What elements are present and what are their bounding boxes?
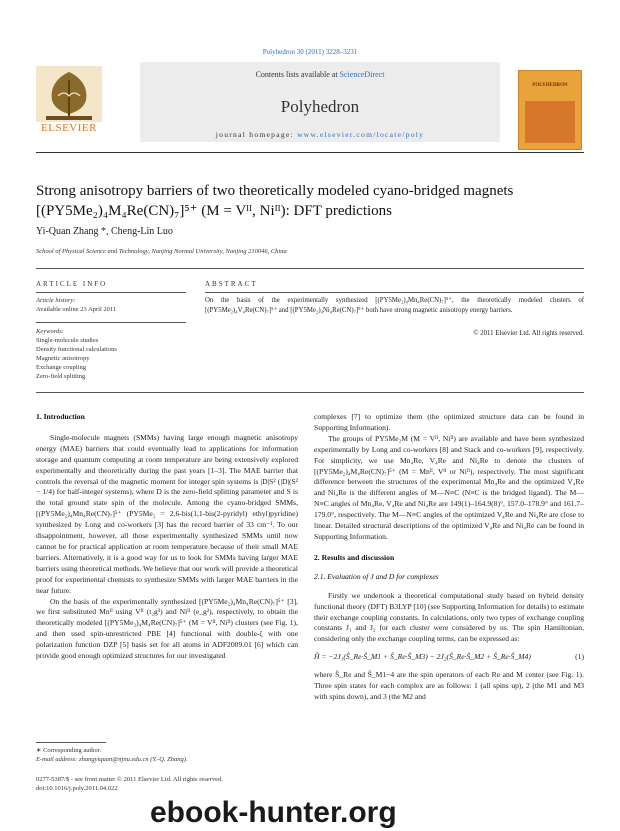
section-2-1-heading: 2.1. Evaluation of J and D for complexes xyxy=(314,571,439,581)
abstract-text: On the basis of the experimentally synthesized [(PY5Me₂)₄Mn₄Re(CN)₇]⁵⁺, the theoretically modeled clusters of [(PY5Me₂)₄V₄Re(CN)₇]⁵⁺ and [(PY5Me₂)₄Ni₄Re(CN)₇]⁵⁺ both have strong magnetic anisotropy energy barriers. xyxy=(205,297,584,314)
hamiltonian-equation: Ĥ = −2J₁(Ŝ_Re·Ŝ_M1 + Ŝ_Re·Ŝ_M3) − 2J₂(Ŝ_Re·Ŝ_M2 + Ŝ_Re·Ŝ_M4) xyxy=(314,652,531,662)
watermark: ebook-hunter.org xyxy=(150,796,397,829)
homepage-prefix: journal homepage: xyxy=(215,130,294,139)
footnote-rule xyxy=(36,742,106,743)
footnotes xyxy=(36,746,298,764)
equation-number: (1) xyxy=(575,652,584,662)
keyword: Density functional calculations xyxy=(36,346,117,353)
keyword: Zero-field splitting xyxy=(36,373,86,380)
keyword: Magnetic anisotropy xyxy=(36,355,90,362)
affiliation: School of Physical Science and Technology, Nanjing Normal University, Nanjing 210046, China xyxy=(36,248,287,255)
dft-paragraph: Firstly we undertook a theoretical computational study based on hybrid density functional theory (DFT) B3LYP [10] (see Supporting Information for details) to estimate their exchange coupling constants. In calculations, only two types of exchange coupling constants J₁ and J₂ for each cluster were considered by us. The spin Hamiltonian, considering only the exchange coupling terms, can be expressed as: xyxy=(314,590,584,644)
corresponding-author: ∗ Corresponding author. xyxy=(36,747,102,754)
equation-row xyxy=(314,652,584,663)
copyright: © 2011 Elsevier Ltd. All rights reserved. xyxy=(473,330,584,337)
publisher-name: ELSEVIER xyxy=(41,122,97,134)
info-rule xyxy=(36,292,186,293)
article-info-heading: ARTICLE INFO xyxy=(36,280,108,288)
front-matter-line: 0277-5387/$ - see front matter © 2011 Elsevier Ltd. All rights reserved. xyxy=(36,776,223,783)
author-email[interactable]: E-mail address: zhangyiquan@njnu.edu.cn (Y.-Q. Zhang). xyxy=(36,756,188,763)
right-column xyxy=(314,412,584,703)
info-rule-top xyxy=(36,268,584,269)
spin-paragraph: where Ŝ_Re and Ŝ_M1−4 are the spin operators of each Re and M center (see Fig. 1). Three spin states for each complex are as follows: 1 (all spins up), 2 (the M1 and M3 with spins down), and 3 (the M2 and xyxy=(314,670,584,701)
keyword: Single-molecule studies xyxy=(36,337,99,344)
homepage-link[interactable]: www.elsevier.com/locate/poly xyxy=(297,130,425,139)
title-line-1: Strong anisotropy barriers of two theoretically modeled cyano-bridged magnets xyxy=(36,183,514,199)
article-title xyxy=(36,181,584,221)
structure-paragraph: The groups of PY5Me₂M (M = Vᴵᴵ, Niᴵᴵ) are available and have been synthesized experimentally by Long and co-workers [8] and Stack and co-workers [9], respectively. For simplicity, we use Mn₄Re, V₄Re and Ni₄Re to denote the clusters of [(PY5Me₂)₄M₄Re(CN)₇]⁵⁺ (M = Mnᴵᴵ, Vᴵᴵ or Niᴵᴵ), respectively. The most significant difference between the structures of the experimental Mn₄Re and the optimized V₄Re and Ni₄Re is the different angles of M—N≡C (N≡C is the bridged ligand). The M—N≡C angles of Mn₄Re, V₄Re and Ni₄Re are 149(1)–164.9(8)°, 157.0–178.9° and 161.7–179.0°, respectively. The M—N≡C angles of the optimized V₄Re and Ni₄Re are close to linear. Detailed structural descriptions of the optimized V₄Re and Ni₄Re can be found in Supporting Information. xyxy=(314,433,584,541)
cover-title: POLYHEDRON xyxy=(532,83,568,88)
title-line-2: [(PY5Me₂)₄M₄Re(CN)₇]⁵⁺ (M = Vᴵᴵ, Niᴵᴵ): DFT predictions xyxy=(36,203,393,219)
header-rule xyxy=(36,152,584,153)
contents-prefix: Contents lists available at xyxy=(255,70,338,79)
keyword: Exchange coupling xyxy=(36,364,86,371)
keywords-label: Keywords: xyxy=(36,328,64,335)
history-label: Article history: xyxy=(36,297,76,304)
journal-title: Polyhedron xyxy=(280,97,360,116)
contents-line xyxy=(140,70,500,79)
keywords-block xyxy=(36,327,186,381)
elsevier-logo xyxy=(36,66,102,136)
section-2-heading: 2. Results and discussion xyxy=(314,552,395,562)
body-rule xyxy=(36,392,584,393)
sciencedirect-link[interactable]: ScienceDirect xyxy=(339,70,385,79)
doi[interactable]: doi:10.1016/j.poly.2011.04.022 xyxy=(36,785,118,792)
article-history xyxy=(36,296,186,314)
section-1-heading: 1. Introduction xyxy=(36,412,85,421)
intro-paragraph-1: Single-molecule magnets (SMMs) having large enough magnetic anisotropy energy (MAE) barriers that could eventually lead to applications for information storage and quantum computing at room temperature are being extensively explored experimentally and theoretically during the past years [1–3]. The MAE barrier that controls the reversal of the magnetic moment for integer spin systems is |D|S² (|D|(S² − 1/4) for half-integer systems), where D is the zero-field splitting parameter and S is the total ground state spin of the molecule. Among the cyano-bridged SMMs, [(PY5Me₂)₄Mn₄Re(CN)₇]⁵⁺ (PY5Me₂ = 2,6-bis(1,1-bis(2-pyridyl) ethyl)pyridine) synthesized by Long and co-workers [3] has the record barrier of 33 cm⁻¹. To our disappointment, however, all those experimentally synthesized SMMs until now cannot be for practical application at room temperature because of their small MAE barriers. Alternatively, it is a good way for us to look for SMMs having larger MAE barriers using theoretical methods. We believe that our work will provide a theoretical proof for experimental chemists to synthesize SMMs with larger MAE barriers in the near future. xyxy=(36,432,298,595)
continued-paragraph: complexes [7] to optimize them (the optimized structure data can be found in Supporting Information). xyxy=(314,412,584,432)
cover-image xyxy=(525,101,575,143)
journal-cover xyxy=(518,70,582,150)
abstract-heading: ABSTRACT xyxy=(205,280,258,288)
authors: Yi-Quan Zhang *, Cheng-Lin Luo xyxy=(36,226,173,237)
journal-citation[interactable]: Polyhedron 30 (2011) 3228–3231 xyxy=(262,48,358,56)
intro-paragraph-2: On the basis of the experimentally synthesized [(PY5Me₂)₄Mn₄Re(CN)₇]⁵⁺ [3], we first substituted Mnᴵᴵ using Vᴵᴵ (t₂g³) and Niᴵᴵ (e_g²), respectively, to obtain the theoretically modeled [(PY5Me₂)₄M₄Re(CN)₇]⁵⁺ (M = Vᴵᴵ, Niᴵᴵ) clusters (see Fig. 1), and then used spin-unrestricted PBE [4] functional with double-ζ with one polarization function DZP [5] basis set for all atoms in ADF2009.01 [6] which can provide good enough optimized structures for our investigated xyxy=(36,596,298,661)
abstract-rule xyxy=(205,292,584,293)
front-matter xyxy=(36,775,298,793)
left-column xyxy=(36,412,298,662)
history-value: Available online 23 April 2011 xyxy=(36,306,117,313)
journal-homepage xyxy=(140,130,500,139)
history-rule xyxy=(36,322,186,323)
